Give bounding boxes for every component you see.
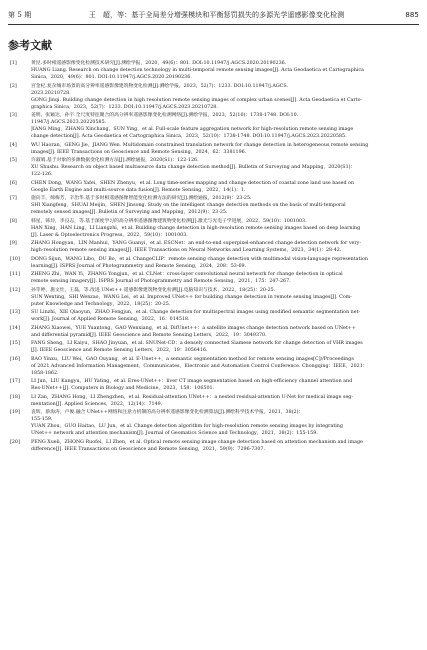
reference-line: JIANG Ming，ZHANG Xinchang，SUN Ying，et al. Full-scale feature aggregation network for high-resolution remote sensing image bbox=[31, 127, 354, 133]
reference-number: [2] bbox=[10, 83, 17, 89]
reference-entry bbox=[8, 356, 417, 377]
reference-line: puter Knowledge and Technology，2022，18(25)：20-25. bbox=[31, 301, 171, 307]
reference-number: [5] bbox=[10, 158, 17, 164]
reference-text bbox=[31, 112, 417, 140]
reference-entry bbox=[8, 142, 417, 156]
reference-line: ZHENG Zhi，WAN Yi，ZHANG Yongjun，et al. CLNet：cross-layer convolutional neural network for change detection in optical bbox=[31, 272, 343, 278]
reference-number: [9] bbox=[10, 241, 17, 247]
header-rule bbox=[8, 24, 419, 25]
reference-number: [12] bbox=[10, 287, 20, 293]
reference-text bbox=[31, 356, 417, 377]
reference-list bbox=[8, 60, 417, 646]
reference-line: Sinica，2020，49(6)：801. DOI:10.11947/j.AGCS.2020.20190236. bbox=[31, 75, 192, 81]
reference-line: 姜明，张颖达，孙宇.全尺度特征聚合的高分辨率遥感影像变化检测网络[J].测绘学报，2023，52(10)：1738-1748. DOI:10. bbox=[31, 113, 299, 119]
reference-entry bbox=[8, 60, 417, 81]
reference-number: [14] bbox=[10, 325, 20, 331]
reference-text bbox=[31, 60, 417, 81]
reference-line: CHEN Dong，WANG Yafei，SHEN Zhenyu，et al. Long time-series mapping and change detection of coastal zone land use based on bbox=[31, 180, 355, 186]
running-header bbox=[8, 8, 419, 22]
reference-line: 122-126. bbox=[31, 172, 53, 178]
reference-entry bbox=[8, 340, 417, 354]
reference-text bbox=[31, 378, 417, 392]
reference-number: [13] bbox=[10, 310, 20, 316]
reference-text bbox=[31, 180, 417, 194]
reference-text bbox=[31, 142, 417, 156]
reference-number: [18] bbox=[10, 394, 20, 400]
reference-entry bbox=[8, 180, 417, 194]
reference-entry bbox=[8, 240, 417, 254]
reference-text bbox=[31, 271, 417, 285]
reference-entry bbox=[8, 112, 417, 140]
reference-line: YUAN Zhou，GUO Haitao，LU Jun，et al. Change detection algorithm for high-resolution remote sensing images by integrating bbox=[31, 424, 343, 430]
reference-line: HUANG Liang. Research on change detection technology in multi-temporal remote sensing images[J]. Acta Geodaetica et Cartographica bbox=[31, 68, 364, 74]
reference-number: [19] bbox=[10, 410, 20, 416]
reference-line: high-resolution remote sensing images[J]. IEEE Transactions on Neural Networks and Learning Systems，2023，34(1)：28-42. bbox=[31, 248, 342, 254]
reference-line: 袁辉，蔡海涛，卢俊.融合 UNet++网络和注意力机制的高分辨率遥感影像变化检测算法[J].测绘科学技术学报，2021，38(2)： bbox=[31, 410, 304, 416]
reference-line: remotely sensed images[J]. Bulletin of Surveying and Mapping，2012(9)：23-25. bbox=[31, 210, 228, 216]
reference-line: change detection[J]. Acta Geodaetica et Cartographica Sinica，2023，52(10)：1738-1748. DOI:10.11947/j.AGCS.2023.20220585. bbox=[31, 134, 347, 140]
reference-number: [8] bbox=[10, 218, 17, 224]
reference-line: ZHANG Xiaowei，YUE Yuantong，GAO Wenxiang，et al. DifUnet++：a satellite images change detection network based on UNet++ bbox=[31, 325, 356, 331]
reference-line: 11947/j.AGCS.2023.20220585. bbox=[31, 120, 107, 126]
reference-line: LI Zan，ZHANG Hong，LI Zhengzhen，et al. Residual-attention UNet++：a nested residual-attention U-Net for medical image seg- bbox=[31, 394, 353, 400]
reference-line: [J]. Laser & Optoelectronics Progress，2022，59(10)：1001003. bbox=[31, 232, 188, 238]
reference-line: graphica Sinica，2023，52(7)：1233. DOI:10.11947/j.AGCS.2023.20210728. bbox=[31, 104, 218, 110]
reference-text bbox=[31, 325, 417, 339]
running-title: 王 超，等：基于全局差分增强模块和平衡惩罚损失的多源光学遥感影像变化检测 bbox=[88, 11, 345, 19]
reference-text bbox=[31, 394, 417, 408]
reference-text bbox=[31, 409, 417, 437]
reference-text bbox=[31, 439, 417, 453]
reference-line: UNet++ network and attention mechanism[J]. Journal of Geomatics Science and Technology，2021，38(2)：155-159. bbox=[31, 431, 318, 437]
reference-entry bbox=[8, 157, 417, 178]
reference-entry bbox=[8, 271, 417, 285]
reference-number: [20] bbox=[10, 439, 20, 445]
reference-text bbox=[31, 309, 417, 323]
reference-entry bbox=[8, 378, 417, 392]
reference-text bbox=[31, 256, 417, 270]
reference-line: PENG Xueli，ZHONG Ruofei，LI Zhen，et al. Optical remote sensing image change detection based on attention mechanism and image bbox=[31, 439, 363, 445]
reference-line: of 2021 Advanced Information Management，Communicates，Electronic and Automation Control Conference. Chongqing：IEEE，2021： bbox=[31, 363, 368, 369]
reference-line: ZHANG Hongyan，LIN Manhui，YANG Guanyi，et al. ESCNet：an end-to-end superpixel-enhanced change detection network for very- bbox=[31, 241, 361, 247]
reference-line: remote sensing imagery[J]. ISPRS Journal of Photogrammetry and Remote Sensing，2021，175：247-267. bbox=[31, 279, 291, 285]
reference-line: SHI Xiangfeng，SHUAI Meijin，SHEN Jinsong. Study on the intelligent change detection methods on the basis of multi-temporal bbox=[31, 203, 346, 209]
reference-entry bbox=[8, 394, 417, 408]
reference-line: 韩星，韩玲，李良志，等.基于深度学习的高分辨率遥感图像建筑物变化检测[J].激光与光电子学进展，2022，59(10)：1001003. bbox=[31, 218, 307, 224]
reference-text bbox=[31, 287, 417, 308]
reference-line: WU Haoran，GENG Jie，JIANG Wen. Multidomain constrained translation network for change detection in heterogeneous remote sensing bbox=[31, 142, 369, 148]
reference-line: SU Linzhi，XIE Qiaoyun，ZHAO Fengjun，et al. Change detection for multispectral images using modified semantic segmentation net- bbox=[31, 310, 361, 316]
reference-text bbox=[31, 218, 417, 239]
reference-number: [16] bbox=[10, 356, 20, 362]
reference-line: images[J]. IEEE Transactions on Geoscience and Remote Sensing，2024，62：3381196. bbox=[31, 149, 247, 155]
reference-line: 施向丰，缔梅芳，辛治华.基于多时相遥感图像智能变化检测方法的研究[J].测绘通报，2012(9)：23-25. bbox=[31, 196, 252, 202]
reference-line: and differential pyramid[J]. IEEE Geoscience and Remote Sensing Letters，2022，19：3049370. bbox=[31, 332, 267, 338]
reference-line: difference[J]. IEEE Transactions on Geoscience and Remote Sensing，2021，59(9)：7296-7307. bbox=[31, 446, 265, 452]
reference-entry bbox=[8, 195, 417, 216]
reference-number: [10] bbox=[10, 256, 20, 262]
reference-text bbox=[31, 157, 417, 178]
reference-entry bbox=[8, 439, 417, 453]
reference-line: BAO Yinxu，LIU Wei，GAO Ouyang，et al. E-Unet++，a semantic segmentation method for remote sensing images[C]//Proceedings bbox=[31, 356, 354, 362]
reference-line: [J]. IEEE Geoscience and Remote Sensing Letters，2022，19：3056416. bbox=[31, 348, 208, 354]
reference-number: [4] bbox=[10, 142, 17, 148]
reference-text bbox=[31, 340, 417, 354]
reference-text bbox=[31, 83, 417, 111]
reference-line: work[J]. Journal of Applied Remote Sensing，2022，16：014518. bbox=[31, 317, 190, 323]
reference-entry bbox=[8, 409, 417, 437]
reference-entry bbox=[8, 256, 417, 270]
reference-line: HAN Xing，HAN Ling，LI Liangzhi，et al. Building change detection in high-resolution remote sensing images based on deep learning bbox=[31, 225, 361, 231]
reference-number: [1] bbox=[10, 61, 17, 66]
reference-line: 宫金杞.复杂城市场景的高分辨率遥感影像建筑物变化检测[J].测绘学报，2023，52(7)：1233. DOI:10.11947/j.AGCS. bbox=[31, 83, 288, 89]
reference-entry bbox=[8, 218, 417, 239]
reference-entry bbox=[8, 309, 417, 323]
reference-number: [17] bbox=[10, 379, 20, 385]
reference-line: XU Shushu. Research on object based multisource data change detection method[J]. Bulletin of Surveying and Mapping，2020(S1)： bbox=[31, 165, 356, 171]
section-title: 参考文献 bbox=[8, 39, 52, 52]
reference-number: [15] bbox=[10, 341, 20, 347]
reference-number: [7] bbox=[10, 196, 17, 202]
reference-text bbox=[31, 240, 417, 254]
reference-line: 2023.20210728. bbox=[31, 90, 71, 96]
reference-line: Google Earth Engine and multi-source data fusion[J]. Remote Sensing，2022，14(1)：1. bbox=[31, 187, 246, 193]
reference-line: 许淑娟.基于对象的多源数据变化检测方法[J].测绘通报，2020(S1)：122-126. bbox=[31, 158, 199, 164]
reference-line: 1858-1862. bbox=[31, 370, 59, 376]
reference-line: FANG Sheng，LI Kaiyu，SHAO Jinyuan，et al. SNUNet-CD：a densely connected Siamese network for change detection of VHR images bbox=[31, 341, 363, 347]
reference-entry bbox=[8, 325, 417, 339]
reference-line: Res-UNet++[J]. Computers in Biology and Medicine，2023，158：106501. bbox=[31, 386, 215, 392]
reference-line: SUN Wenting，SHI Wenzao，WANG Lei，et al. Improved UNet++ for building change detection in remote sensing images[J]. Com- bbox=[31, 294, 352, 300]
issue-label: 第 5 期 bbox=[8, 11, 32, 19]
reference-number: [6] bbox=[10, 180, 17, 186]
reference-entry bbox=[8, 287, 417, 308]
reference-line: mentation[J]. Applied Sciences，2022，12(14)：7149. bbox=[31, 401, 163, 407]
reference-number: [11] bbox=[10, 272, 20, 278]
reference-line: 黄昆.多时相遥感影像变化检测技术研究[J].测绘学报，2020，49(6)：801. DOI:10.11947/j.AGCS.2020.20190236. bbox=[31, 61, 287, 66]
reference-text bbox=[31, 195, 417, 216]
reference-line: DONG Sijun，WANG Libo，DU Bo，et al. ChangeCLIP：remote sensing change detection with multimodal vision-language representation bbox=[31, 256, 368, 262]
reference-line: GONG Jinqi. Building change detection in high resolution remote sensing images of complex urban scenes[J]. Acta Geodaetica et Carto- bbox=[31, 97, 363, 103]
reference-entry bbox=[8, 83, 417, 111]
reference-line: 孙苹婷，施文灶，王磊，等.改进 UNet++ 遥感影像建筑物变化检测[J].电脑知识与技术，2022，18(25)：20-25. bbox=[31, 287, 276, 293]
reference-line: learning[J]. ISPRS Journal of Photogrammetry and Remote Sensing，2024，208：53-69. bbox=[31, 263, 247, 269]
reference-number: [3] bbox=[10, 113, 17, 119]
reference-line: LI Jun，LIU Kangyu，HU Yating，et al. Eres-UNet++：liver CT image segmentation based on high-efficiency channel attention and bbox=[31, 379, 353, 385]
page-number: 885 bbox=[405, 11, 419, 19]
reference-line: 155-159. bbox=[31, 417, 53, 423]
